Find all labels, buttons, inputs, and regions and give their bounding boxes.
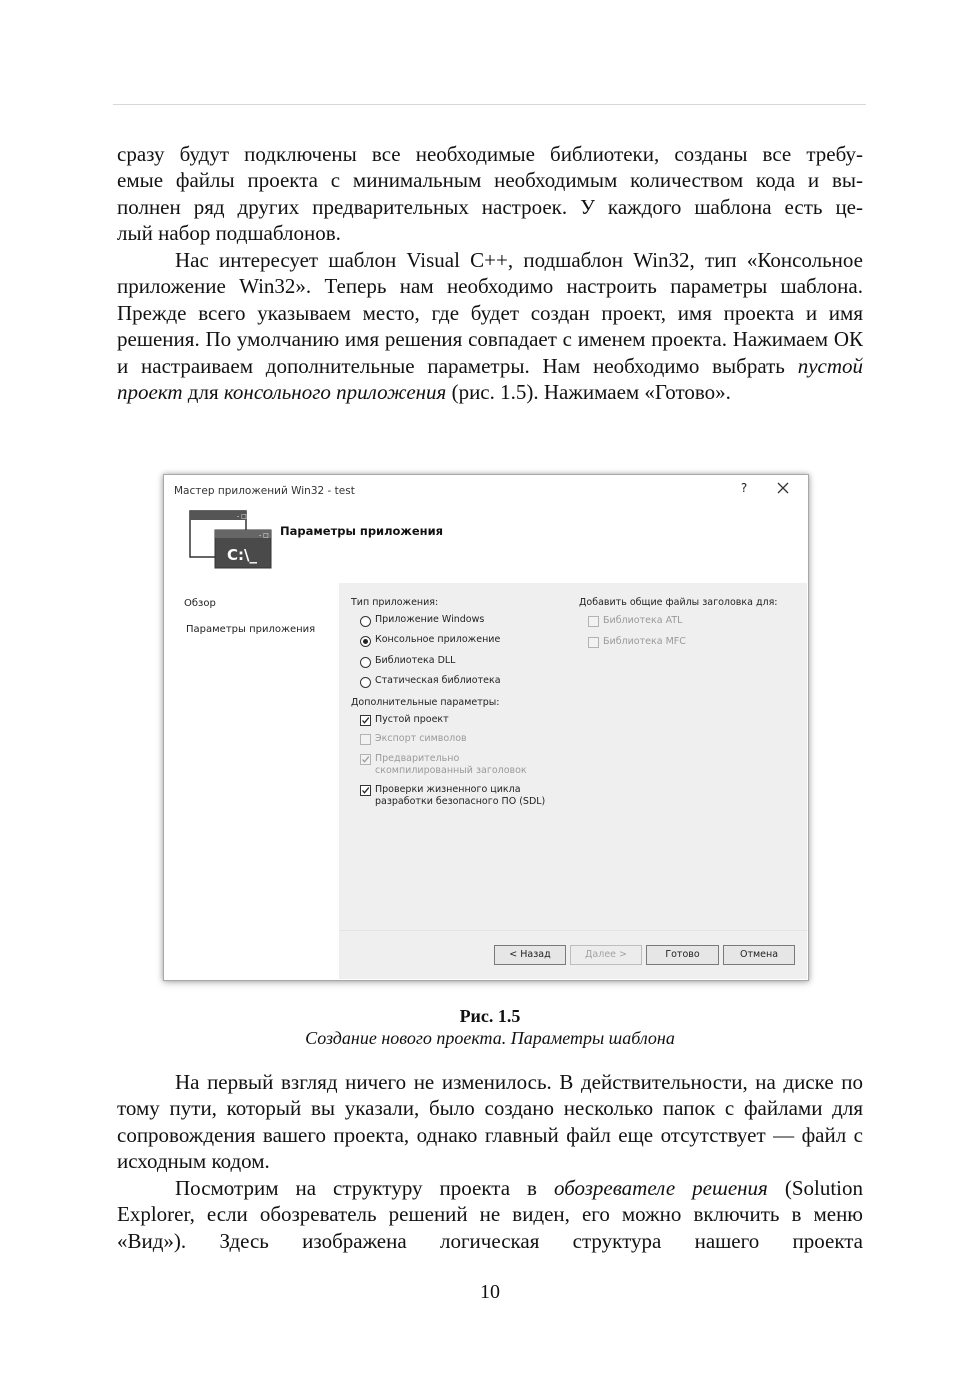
app-type-label: Тип приложения: (351, 597, 439, 608)
paragraph-2-text-b: для (182, 380, 224, 405)
nav-pane (164, 583, 339, 979)
finish-button[interactable]: Готово (646, 945, 719, 965)
checkbox-label: Экспорт символов (375, 733, 467, 744)
checkmark-icon (361, 755, 370, 764)
page-title: Параметры приложения (280, 524, 444, 538)
button-row-divider (339, 930, 807, 931)
paragraph-4 (117, 1175, 863, 1254)
checkbox-empty-project[interactable] (360, 715, 371, 726)
checkbox-precompiled-header[interactable] (360, 754, 371, 765)
radio-label: Библиотека DLL (375, 655, 456, 666)
checkbox-label: Библиотека MFC (603, 636, 686, 647)
intro-line: лый набор подшаблонов. (117, 221, 341, 246)
intro-line: полнен ряд других предварительных настроек. У каждого шаблона есть це- (117, 194, 863, 219)
checkmark-icon (361, 716, 370, 725)
checkbox-export-symbols[interactable] (360, 734, 371, 745)
radio-console-app[interactable] (360, 636, 371, 647)
intro-paragraph (117, 141, 863, 247)
figure-number: Рис. 1.5 (459, 1006, 521, 1026)
checkbox-label: Проверки жизненного цикла (375, 784, 521, 795)
settings-pane (339, 583, 807, 979)
icon-prompt-text: C:\_ (227, 546, 257, 564)
radio-dll[interactable] (360, 657, 371, 668)
paragraph-4-text-b: (Solution Explorer, если обозреватель решений не виден, его можно включить в меню «Вид»). Здесь изображена логическая структура нашего проекта (117, 1176, 863, 1253)
nav-item-overview[interactable]: Обзор (184, 598, 216, 609)
checkbox-mfc[interactable] (588, 637, 599, 648)
close-icon (773, 478, 793, 498)
checkbox-sdl-checks[interactable] (360, 785, 371, 796)
checkbox-label: разработки безопасного ПО (SDL) (375, 796, 546, 807)
radio-label: Приложение Windows (375, 614, 485, 625)
back-button[interactable]: < Назад (494, 945, 566, 965)
paragraph-2-em-1: пустой проект (117, 353, 863, 405)
intro-line: емые файлы проекта с минимальным необходимым количеством кода и вы- (117, 168, 863, 193)
figure-caption: Создание нового проекта. Параметры шаблона (305, 1028, 675, 1048)
wizard-dialog (163, 474, 809, 981)
cancel-button[interactable]: Отмена (723, 945, 795, 965)
radio-windows-app[interactable] (360, 616, 371, 627)
radio-static-lib[interactable] (360, 677, 371, 688)
paragraph-4-em: обозревателе решения (553, 1176, 768, 1200)
common-headers-label: Добавить общие файлы заголовка для: (579, 597, 778, 608)
paragraph-2-text-c: (рис. 1.5). Нажимаем «Готово». (446, 380, 731, 405)
paragraph-2 (117, 247, 863, 405)
radio-label: Статическая библиотека (375, 675, 501, 686)
radio-selected-dot (363, 639, 368, 644)
checkbox-atl[interactable] (588, 616, 599, 627)
paragraph-2-text-a: Нас интересует шаблон Visual C++, подшаблон Win32, тип «Консольное приложение Win32». Теперь нам необходимо настроить параметры шаблона. Прежде всего указываем место, где будет создан проект, имя проекта и имя решения. По умолчанию имя решения совпадает с именем проекта. Нажимаем ОК и настраиваем дополнительные параметры. Нам необходимо выбрать (117, 248, 863, 378)
dialog-title: Мастер приложений Win32 - test (174, 485, 355, 497)
svg-text:- □ ×: - □ × (259, 532, 276, 539)
paragraph-4-text-a: Посмотрим на структуру проекта в (175, 1176, 554, 1200)
console-app-icon (189, 510, 276, 570)
next-button[interactable]: Далее > (570, 945, 642, 965)
svg-text:- □ ×: - □ × (237, 513, 254, 520)
checkbox-label: Предварительно (375, 753, 460, 764)
help-button[interactable]: ? (740, 481, 748, 495)
checkbox-label: Библиотека ATL (603, 615, 683, 626)
intro-line: сразу будут подключены все необходимые библиотеки, созданы все требу- (117, 142, 863, 166)
nav-item-app-settings[interactable]: Параметры приложения (186, 624, 316, 635)
extra-options-label: Дополнительные параметры: (351, 697, 500, 708)
page-number: 10 (480, 1281, 500, 1303)
close-button[interactable] (773, 478, 793, 498)
checkmark-icon (361, 786, 370, 795)
radio-label: Консольное приложение (375, 634, 501, 645)
paragraph-2-em-2: консольного приложения (223, 380, 447, 405)
header-rule (113, 104, 866, 105)
paragraph-3-text: На первый взгляд ничего не изменилось. В действительности, на диске по тому пути, который вы указали, было создано несколько папок с файлами для сопровождения вашего проекта, однако главный файл еще отсутствует — файл с исходным кодом. (117, 1070, 863, 1174)
checkbox-label: скомпилированный заголовок (375, 765, 527, 776)
paragraph-3 (117, 1069, 863, 1175)
checkbox-label: Пустой проект (375, 714, 449, 725)
